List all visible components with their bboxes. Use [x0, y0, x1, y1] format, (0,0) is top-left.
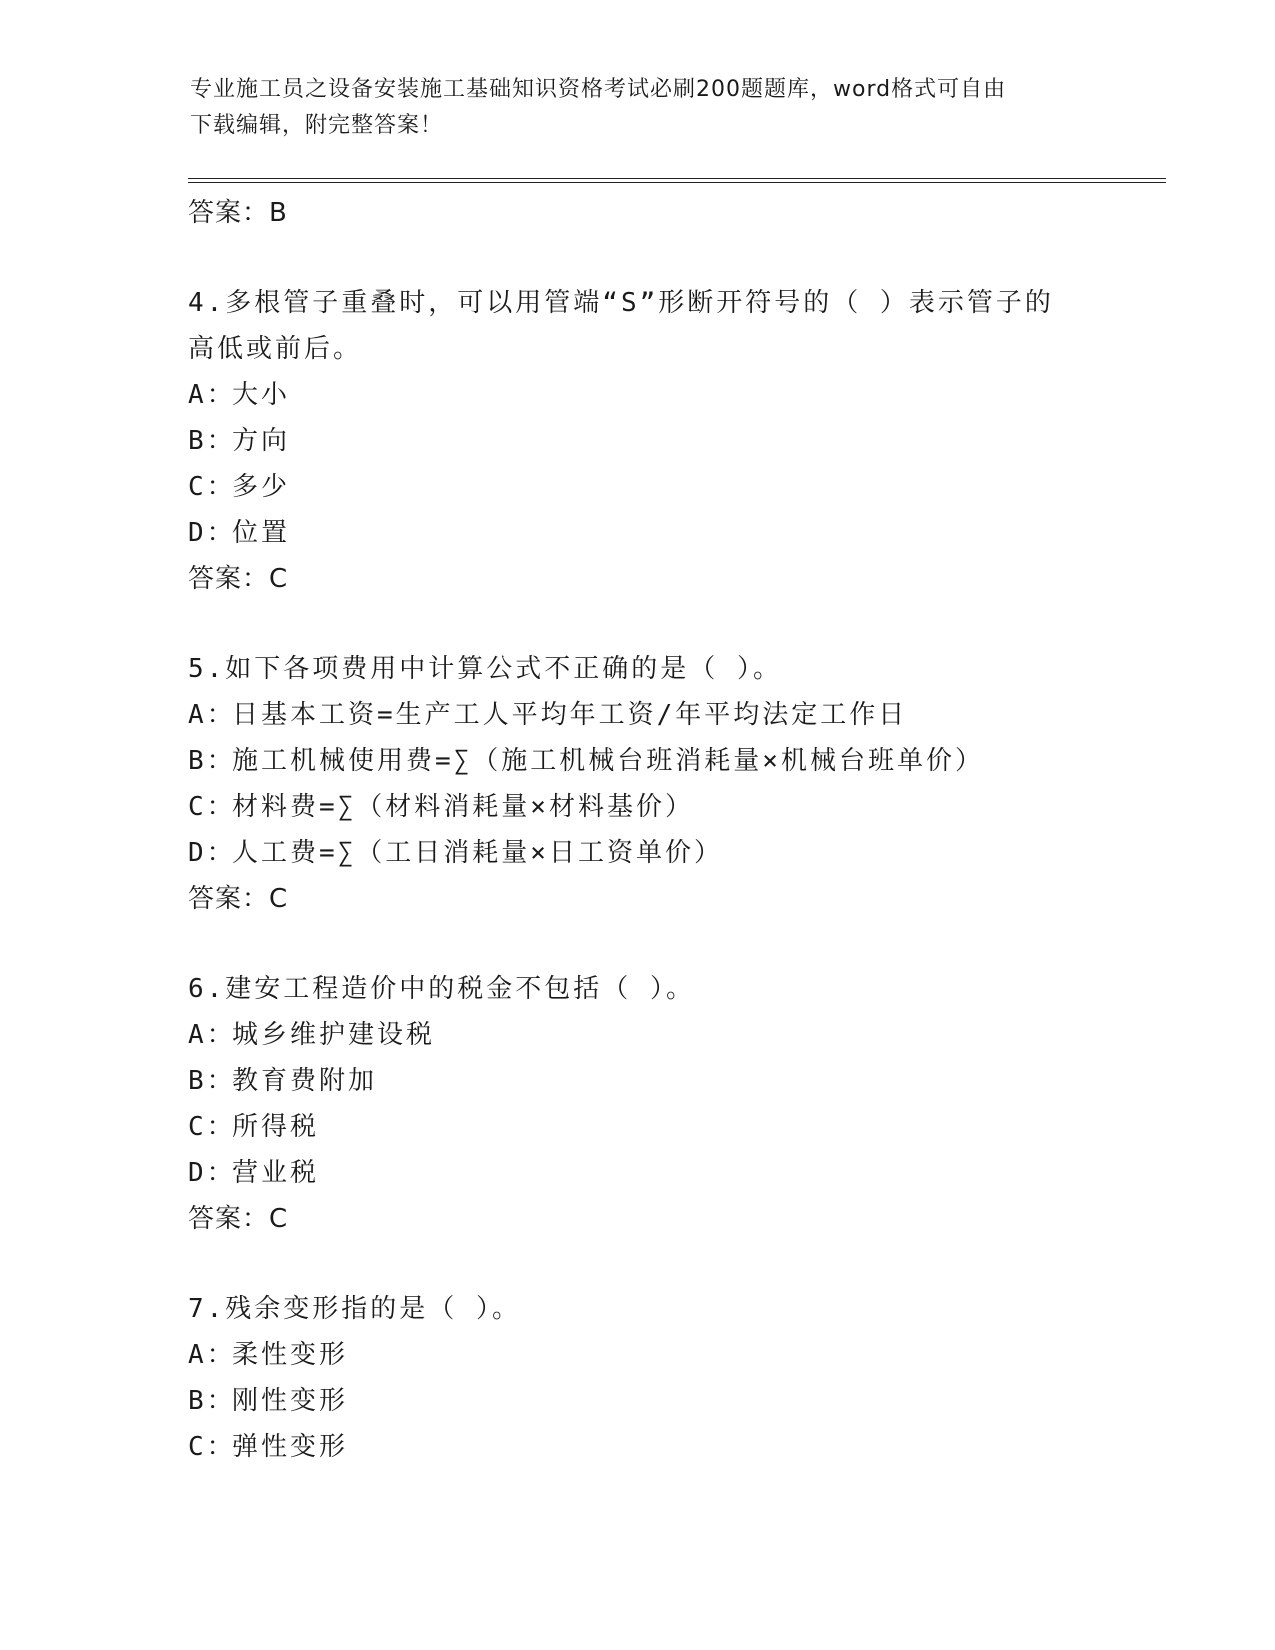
question-5 — [188, 646, 1148, 922]
option-text: 人工费=∑（工日消耗量×日工资单价） — [232, 838, 723, 868]
option-key: B： — [188, 746, 236, 776]
option-key: A： — [188, 700, 236, 730]
question-stem — [188, 280, 1148, 372]
previous-answer: 答案：B — [188, 198, 288, 228]
option-text: 材料费=∑（材料消耗量×材料基价） — [232, 792, 694, 822]
option-key: B： — [188, 1386, 236, 1416]
option-text: 营业税 — [232, 1158, 320, 1188]
option-c — [188, 784, 1148, 830]
option-b — [188, 1058, 1148, 1104]
question-4 — [188, 280, 1148, 602]
spacer — [188, 236, 1148, 280]
option-c — [188, 1424, 1148, 1470]
option-text: 城乡维护建设税 — [232, 1020, 436, 1050]
option-b — [188, 1378, 1148, 1424]
answer: 答案：C — [188, 1204, 289, 1234]
question-stem-line: 7.残余变形指的是（ ）。 — [188, 1294, 521, 1324]
option-text: 教育费附加 — [232, 1066, 378, 1096]
question-6 — [188, 966, 1148, 1242]
option-text: 日基本工资=生产工人平均年工资/年平均法定工作日 — [232, 700, 908, 730]
header-divider — [188, 178, 1166, 183]
option-key: A： — [188, 1340, 236, 1370]
option-key: A： — [188, 380, 236, 410]
question-stem-line: 5.如下各项费用中计算公式不正确的是（ ）。 — [188, 654, 782, 684]
option-text: 柔性变形 — [232, 1340, 349, 1370]
option-b — [188, 418, 1148, 464]
option-key: B： — [188, 1066, 236, 1096]
option-text: 刚性变形 — [232, 1386, 349, 1416]
option-key: C： — [188, 1432, 236, 1462]
answer: 答案：C — [188, 564, 289, 594]
option-text: 方向 — [232, 426, 291, 456]
option-key: C： — [188, 472, 236, 502]
option-key: B： — [188, 426, 236, 456]
option-a — [188, 1012, 1148, 1058]
question-stem — [188, 966, 1148, 1012]
option-text: 多少 — [232, 472, 291, 502]
option-d — [188, 510, 1148, 556]
option-key: C： — [188, 792, 236, 822]
question-7 — [188, 1286, 1148, 1470]
question-stem-line: 高低或前后。 — [188, 334, 363, 364]
option-key: C： — [188, 1112, 236, 1142]
header-title-line-1: 专业施工员之设备安装施工基础知识资格考试必刷200题题库，word格式可自由 — [190, 77, 1007, 102]
spacer — [188, 922, 1148, 966]
question-stem-line: 4.多根管子重叠时，可以用管端“S”形断开符号的（ ）表示管子的 — [188, 288, 1054, 318]
spacer — [188, 602, 1148, 646]
option-key: A： — [188, 1020, 236, 1050]
header-title-line-2: 下载编辑，附完整答案！ — [190, 113, 444, 138]
question-stem-line: 6.建安工程造价中的税金不包括（ ）。 — [188, 974, 695, 1004]
option-key: D： — [188, 518, 236, 548]
option-text: 大小 — [232, 380, 291, 410]
question-list — [188, 190, 1148, 1470]
option-a — [188, 1332, 1148, 1378]
document-header — [190, 72, 1090, 144]
option-d — [188, 1150, 1148, 1196]
option-a — [188, 372, 1148, 418]
option-text: 位置 — [232, 518, 291, 548]
option-c — [188, 1104, 1148, 1150]
option-text: 弹性变形 — [232, 1432, 349, 1462]
answer: 答案：C — [188, 884, 289, 914]
option-a — [188, 692, 1148, 738]
option-text: 所得税 — [232, 1112, 320, 1142]
option-d — [188, 830, 1148, 876]
option-b — [188, 738, 1148, 784]
question-stem — [188, 1286, 1148, 1332]
option-text: 施工机械使用费=∑（施工机械台班消耗量×机械台班单价） — [232, 746, 984, 776]
option-c — [188, 464, 1148, 510]
option-key: D： — [188, 1158, 236, 1188]
spacer — [188, 1242, 1148, 1286]
question-stem — [188, 646, 1148, 692]
option-key: D： — [188, 838, 236, 868]
